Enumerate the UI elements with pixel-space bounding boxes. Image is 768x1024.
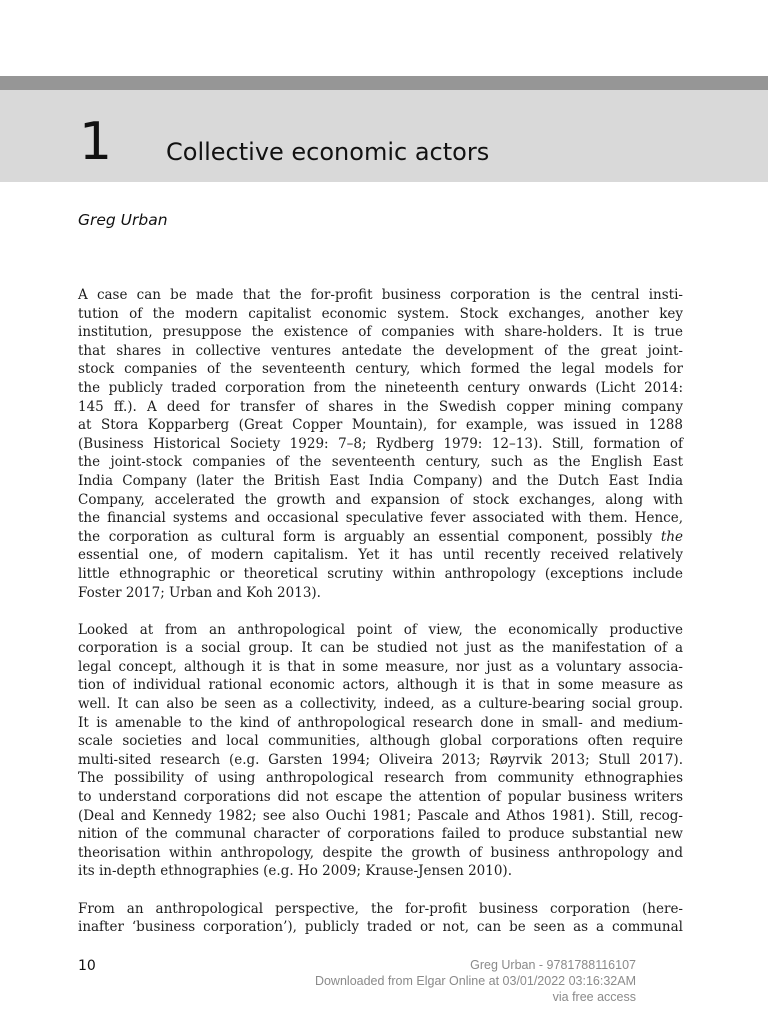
text-line: stock companies of the seventeenth century, which formed the legal models for	[78, 361, 683, 378]
body-text	[78, 286, 683, 955]
download-notice-line: via free access	[552, 990, 636, 1004]
text-line: Looked at from an anthropological point of view, the economically productive	[78, 621, 683, 638]
author-name: Greg Urban	[78, 211, 168, 229]
text-line: little ethnographic or theoretical scrutiny within anthropology (exceptions include	[78, 565, 683, 582]
text-line: the financial systems and occasional speculative fever associated with them. Hence,	[78, 510, 683, 527]
text-line: The possibility of using anthropological research from community ethnographies	[78, 770, 683, 787]
text-line: Foster 2017; Urban and Koh 2013).	[78, 584, 321, 601]
chapter-number: 1	[79, 112, 113, 172]
paragraph	[78, 621, 683, 881]
text-line: to understand corporations did not escape the attention of popular business writers	[78, 789, 683, 806]
paragraph	[78, 286, 683, 602]
text-line: (Deal and Kennedy 1982; see also Ouchi 1981; Pascale and Athos 1981). Still, recog-	[78, 807, 683, 824]
emphasis-text: the	[660, 528, 683, 545]
text-line: Company, accelerated the growth and expansion of stock exchanges, along with	[78, 491, 683, 508]
text-line: corporation is a social group. It can be studied not just as the manifestation of a	[78, 640, 683, 657]
text-line: its in-depth ethnographies (e.g. Ho 2009; Krause-Jensen 2010).	[78, 863, 512, 880]
text-line: the corporation as cultural form is arguably an essential component, possibly the	[78, 528, 683, 545]
download-notice-line: Greg Urban - 9781788116107	[470, 958, 636, 972]
chapter-title-band	[0, 90, 768, 182]
download-notice	[315, 957, 636, 1005]
text-line: tion of individual rational economic actors, although it is that in some measure as	[78, 677, 683, 694]
text-line: essential one, of modern capitalism. Yet it has until recently received relatively	[78, 547, 683, 564]
text-line: A case can be made that the for-profit business corporation is the central insti-	[78, 287, 683, 303]
text-line: the publicly traded corporation from the nineteenth century onwards (Licht 2014:	[78, 379, 683, 396]
text-line: India Company (later the British East India Company) and the Dutch East India	[78, 472, 683, 489]
chapter-header-band	[0, 76, 768, 90]
text-line: well. It can also be seen as a collectivity, indeed, as a culture-bearing social group.	[78, 696, 683, 713]
text-line: scale societies and local communities, although global corporations often require	[78, 733, 683, 750]
text-line: From an anthropological perspective, the for-profit business corporation (here-	[78, 900, 683, 917]
text-line: that shares in collective ventures antedate the development of the great joint-	[78, 342, 683, 359]
text-line: inafter ‘business corporation’), publicly traded or not, can be seen as a communal	[78, 919, 683, 936]
text-line: 145 ff.). A deed for transfer of shares in the Swedish copper mining company	[78, 398, 683, 415]
text-line: the joint-stock companies of the seventeenth century, such as the English East	[78, 454, 683, 471]
text-line: multi-sited research (e.g. Garsten 1994; Oliveira 2013; Røyrvik 2013; Stull 2017).	[78, 751, 683, 768]
chapter-title: Collective economic actors	[166, 138, 490, 166]
text-line: theorisation within anthropology, despite the growth of business anthropology and	[78, 844, 683, 861]
text-line: tution of the modern capitalist economic system. Stock exchanges, another key	[78, 305, 683, 322]
text-line: nition of the communal character of corporations failed to produce substantial new	[78, 826, 683, 843]
text-line: It is amenable to the kind of anthropological research done in small- and medium-	[78, 714, 683, 731]
paragraph	[78, 900, 683, 937]
text-line: at Stora Kopparberg (Great Copper Mountain), for example, was issued in 1288	[78, 417, 683, 434]
text-line: (Business Historical Society 1929: 7–8; Rydberg 1979: 12–13). Still, formation of	[78, 435, 683, 452]
page-number: 10	[78, 958, 96, 974]
download-notice-line: Downloaded from Elgar Online at 03/01/2022 03:16:32AM	[314, 974, 636, 988]
text-line: institution, presuppose the existence of companies with share-holders. It is true	[78, 324, 683, 341]
text-line: legal concept, although it is that in some measure, nor just as a voluntary associa-	[78, 658, 683, 675]
